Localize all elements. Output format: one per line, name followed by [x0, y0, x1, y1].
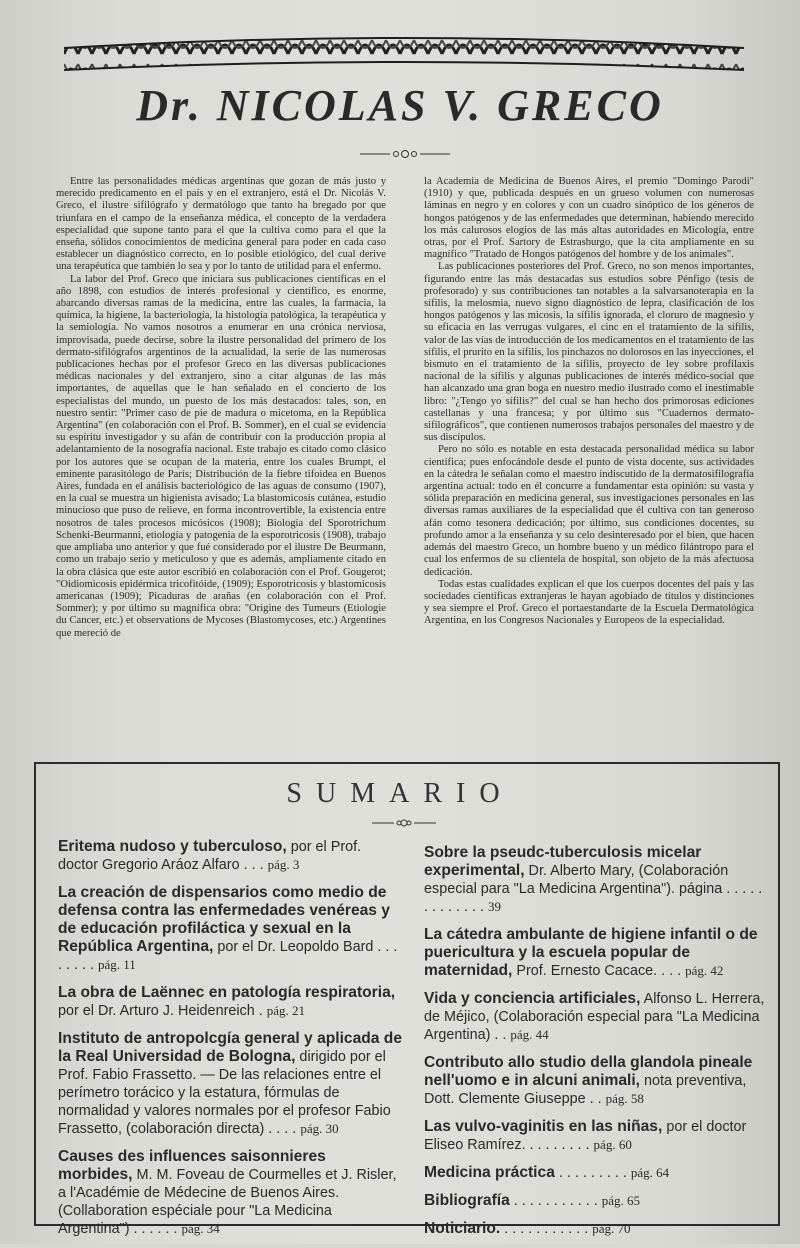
- article-paragraph: Pero no sólo es notable en esta destacada personalidad médica su labor científica; pues enfocándole desde el punto de vista docente, sus actividades en la cátedra le señalan como el maestro indiscutido de la dermatosifilografía argentina actual: todo en él concurre a fundamentar esta opinión: su vasta y sólida preparación en medicina general, sus investigaciones personales en las diversas ramas auxiliares de la especialidad que él cultiva con tan generoso afán como tesonera dedicación; por último, sus condiciones docentes, su profundo amor a la enseñanza y su celo desinteresado por el bien, que hacen además del maestro Greco, un hombre bueno y un médico filántropo para el cual los enfermos de su clientela de hospital, son objeto de la más afectuosa dedicación.: [424, 444, 754, 578]
- toc-entry-page: pág. 34: [181, 1221, 220, 1236]
- article-column-left: [56, 176, 386, 742]
- article-title: Dr. NICOLAS V. GRECO: [136, 81, 664, 130]
- toc-entry-author: . . . . . . . . .: [554, 1165, 627, 1181]
- article-paragraph: Todas estas cualidades explican el que los cuerpos docentes del país y las sociedades científicas extranjeras le hayan agobiado de títulos y distinciones y sea siempre el Prof. Greco el portaestandarte de la Escuela Dermatológica Argentina, en los Congresos Nacionales y Europeos de la especialidad.: [424, 578, 754, 627]
- toc-entry-page: pág. 21: [266, 1003, 306, 1018]
- toc-entry-author: . . . . . . . . . . .: [500, 1221, 589, 1237]
- toc-entry-page: pág. 64: [630, 1165, 670, 1180]
- toc-entry[interactable]: [424, 1192, 766, 1210]
- toc-entry[interactable]: [424, 1118, 766, 1154]
- toc-entry-page: 39: [487, 899, 501, 914]
- toc-entry-author: nota preventiva, Dott. Clemente Giuseppe . .: [424, 1073, 747, 1107]
- toc-entry-page: pág. 70: [592, 1221, 631, 1236]
- toc-entry[interactable]: [58, 838, 404, 874]
- toc-entry[interactable]: [424, 1220, 766, 1238]
- toc-entry-page: pág. 60: [593, 1137, 632, 1152]
- toc-entry[interactable]: [58, 1148, 404, 1238]
- article-paragraph: la Academia de Medicina de Buenos Aires, el premio "Domingo Parodi" (1910) y que, publicada después en un grueso volumen con numerosas láminas en negro y en colores y con un cuadro sinóptico de los géneros de hongos patógenos y de las enfermedades que determinan, habiendo merecido los más calurosos elogios de las más altas autoridades en Micología, entre otras, por el Prof. Sartory de Estrasburgo, que la cita ampliamente en su magnífico "Tratado de Hongos patógenos del hombre y de los animales".: [424, 176, 754, 261]
- toc-entry-author: Alfonso L. Herrera, de Méjico, (Colaboración especial para "La Medicina Argentina) . .: [424, 991, 765, 1043]
- article-paragraph: Las publicaciones posteriores del Prof. Greco, no son menos importantes, figurando entre las más destacadas sus estudios sobre Pénfigo (tesis de profesorado) y sus contribuciones tan notables a la salvarsanoterapia en la sífilis, la melosmia, nuevo signo diagnóstico de lepra, clasificación de los hongos patógenos y las micosis, la sífilis ignorada, el cloruro de magnesio y su eficacia en las verrugas vulgares, el cinc en el tratamiento de la sífilis, valor de las vías de introducción de los medicamentos en el tratamiento de las sífilis, el prurito en la sífilis, los pinchazos no dolorosos en las inyecciones, el bismuto en el tratamiento de la sífilis, proyecto de ley sobre profilaxis nacional de la sífilis y algunas publicaciones de interés médico-social que han alcanzado una gran boga en nuestro medio ilustrado como el inestimable libro: "¿Tengo yo sífilis?" del cual se han hecho dos primorosas ediciones castellanas y una francesa; y por último sus "Cuadernos dermato-sifilográficos", que contienen numerosos trabajos personales del maestro y de sus discípulos.: [424, 261, 754, 444]
- toc-entry-title: Sobre la pseudc-tuberculosis micelar experimental,: [424, 844, 702, 879]
- toc-entry[interactable]: [58, 884, 404, 974]
- article-column-right: [424, 176, 754, 742]
- toc-entry-page: pág. 44: [510, 1027, 549, 1042]
- toc-entry-author: Dr. Alberto Mary, (Colaboración especial para "La Medicina Argentina"). página . . . . . . . . . . . . .: [424, 863, 763, 915]
- toc-entry-title: La creación de dispensarios como medio de defensa contra las enfermedades venéreas y de educación profiláctica y sexual en la República Argentina,: [58, 884, 390, 955]
- toc-entry-title: La obra de Laënnec en patología respiratoria,: [58, 984, 396, 1001]
- toc-entry-page: pág. 58: [605, 1091, 644, 1106]
- toc-entry-page: pág. 11: [97, 957, 136, 972]
- toc-entry-title: Instituto de antropolcgía general y aplicada de la Real Universidad de Bologna,: [58, 1030, 402, 1065]
- toc-entry[interactable]: [424, 844, 766, 916]
- toc-entry-page: pág. 42: [685, 963, 724, 978]
- toc-entry-author: por el Prof. doctor Gregorio Aráoz Alfaro . . .: [58, 839, 362, 873]
- toc-entry-page: pág. 65: [601, 1193, 641, 1208]
- toc-entry[interactable]: [424, 1054, 766, 1108]
- toc-entry-author: por el Dr. Arturo J. Heidenreich .: [58, 1003, 263, 1019]
- toc-entry[interactable]: [58, 1030, 404, 1138]
- ornamental-header-band: [64, 34, 744, 74]
- toc-entry-title: Eritema nudoso y tuberculoso,: [58, 838, 287, 855]
- toc-entry[interactable]: [424, 1164, 766, 1182]
- ornamental-divider-icon: [372, 816, 436, 830]
- toc-entry-author: Prof. Ernesto Cacace. . . .: [512, 963, 682, 979]
- toc-entry[interactable]: [424, 990, 766, 1044]
- toc-entry[interactable]: [424, 926, 766, 980]
- ornamental-divider-icon: [360, 146, 450, 162]
- toc-entry-author: dirigido por el Prof. Fabio Frassetto. — De las relaciones entre el perímetro torácico y la estatura, fórmulas de normalidad y valores normales por el profesor Fabio Frassetto, (colaboración directa) . . . .: [58, 1049, 391, 1137]
- article-paragraph: La labor del Prof. Greco que iniciara sus publicaciones científicas en el año 1898, con estudios de interés profesional y científico, es enorme, abarcando diversas ramas de la medicina, entre las cuales, la farmacia, la química, la higiene, la bacteriología, la histología patológica, la terapéutica y la semiología. No vamos nosotros a enumerar en una crónica nerviosa, improvisada, puede decirse, sobre la ilustre personalidad del primero de los dermato-sifilógrafos argentinos de la actualidad, la serie de las numerosas publicaciones hechas por el profesor Greco en las diversas publicaciones médicas nacionales y del extranjero, sino a citar algunas de las más importantes, de aquellas que le han señalado en el concierto de los especialistas del mundo, un puesto de los más destacados: tales, son, en nuestro sentir: "Primer caso de pie de madura o micetoma, en la República Argentina" (en colaboración con el Prof. B. Sommer), en el cual se evidencia su espíritu investigador y su afán de contribuir con la producción propia al adelantamiento de la nosografía nacional. Este trabajo es citado como clásico por los autores que se ocupan de la materia, entre los cuales Brumpt, el eminente parasitólogo de París; Distribución de la fiebre tifoidea en Buenos Aires, fundada en el análisis bacteriológico de las aguas de consumo (1907), en la cual se muestra un higienista avisado; La blastomicosis cutánea, estudio minucioso que puso de relieve, en forma incontrovertible, la existencia entre nosotros de tales procesos micósicos (1908); Biología del Sporotrichum Schenki-Beurmanni, etiología y patogenia de la esporotricosis (1908), trabajo que ampliaba uno anterior y que fué considerado por el ilustre De Beurmann, como un trabajo serio y meticuloso y que es además, ampliamente citado en la obra clásica que este autor escribió en colaboración con el Prof. Gougerot; "Oidiomicosis epidérmica tricofitóide, (1909); Esporotricosis y blastomicosis americanas (1909); Picaduras de arañas (en colaboración con el Prof. Sommer); y por último su magnífica obra: "Origine des Tumeurs (Etiologie du Cancer, etc.) et observations de Mycoses (Blastomycoses, etc.) Argentines que mereció de: [56, 273, 386, 639]
- sumario-title: SUMARIO: [286, 778, 514, 809]
- toc-entry-author: . . . . . . . . . . .: [509, 1193, 598, 1209]
- toc-entry-title: Bibliografía: [424, 1192, 510, 1209]
- toc-column-right: [424, 844, 766, 1248]
- toc-entry-title: Medicina práctica: [424, 1164, 555, 1181]
- toc-entry-title: Las vulvo-vaginitis en las niñas,: [424, 1118, 663, 1135]
- toc-entry-author: M. M. Foveau de Courmelles et J. Risler, a l'Académie de Médecine de Buenos Aires. (Collaboration espéciale pour "La Medicina Argentina") . . . . . .: [58, 1167, 397, 1237]
- toc-entry-title: Noticiario.: [424, 1220, 501, 1237]
- toc-entry-page: pág. 3: [267, 857, 300, 872]
- article-paragraph: Entre las personalidades médicas argentinas que gozan de más justo y merecido predicamento en el país y en el extranjero, está el Dr. Nicolás V. Greco, el ilustre sifilógrafo y dermatólogo que tanto ha bregado por que triunfara en el campo de la enseñanza médica, el concepto de la verdadera especialidad que supone tanto para el que la cultiva como para el que la enseña, sólidos conocimientos de medicina general para poder en cada caso establecer un diagnóstico correcto, en lo posible etiológico, del cual derive una terapéutica que también lo sea y por lo tanto de utilidad para el enfermo.: [56, 176, 386, 273]
- toc-entry-title: Vida y conciencia artificiales,: [424, 990, 641, 1007]
- toc-entry-title: La cátedra ambulante de higiene infantil o de puericultura y la escuela popular de maternidad,: [424, 926, 758, 979]
- toc-entry-author: por el doctor Eliseo Ramírez. . . . . . . . .: [424, 1119, 747, 1153]
- toc-column-left: [58, 838, 404, 1248]
- toc-entry-page: pág. 30: [300, 1121, 339, 1136]
- toc-entry[interactable]: [58, 984, 404, 1020]
- toc-entry-title: Contributo allo studio della glandola pineale nell'uomo e in alcuni animali,: [424, 1054, 753, 1089]
- toc-entry-title: Causes des influences saisonnieres morbides,: [58, 1148, 326, 1183]
- toc-entry-author: por el Dr. Leopoldo Bard . . . . . . . .: [58, 939, 398, 973]
